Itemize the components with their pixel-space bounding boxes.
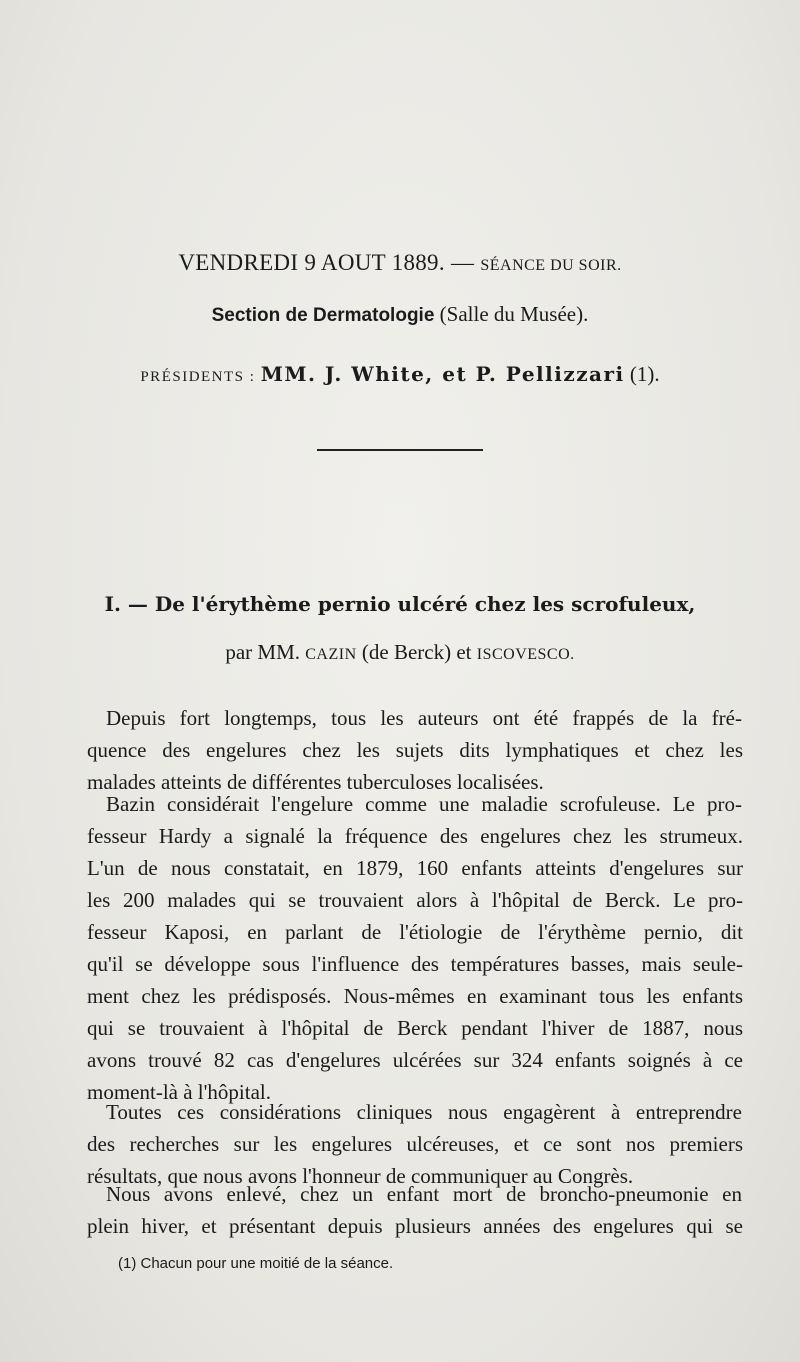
section-heading [0, 302, 800, 327]
body-line: fesseur Kaposi, en parlant de l'étiologie de l'érythème pernio, dit [87, 920, 743, 944]
body-line: plein hiver, et présentant depuis plusieurs années des engelures qui se [87, 1214, 743, 1238]
presidents-names: MM. J. White, et P. Pellizzari [260, 362, 625, 386]
body-line: qu'il se développe sous l'influence des températures basses, mais seule- [87, 952, 743, 976]
body-line: L'un de nous constatait, en 1879, 160 enfants atteints d'engelures sur [87, 856, 743, 880]
body-line: quence des engelures chez les sujets dits lymphatiques et chez les [87, 738, 743, 762]
body-line: résultats, que nous avons l'honneur de communiquer au Congrès. [87, 1164, 634, 1188]
body-line: Toutes ces considérations cliniques nous engagèrent à entreprendre [106, 1100, 742, 1124]
body-line: fesseur Hardy a signalé la fréquence des engelures chez les strumeux. [87, 824, 743, 848]
session-heading [0, 250, 800, 276]
body-line: moment-là à l'hôpital. [87, 1080, 271, 1104]
author-iscovesco: ISCOVESCO. [476, 646, 575, 663]
body-line: des recherches sur les engelures ulcéreuses, et ce sont nos premiers [87, 1132, 743, 1156]
body-line: les 200 malades qui se trouvaient alors à l'hôpital de Berck. Le pro- [87, 888, 743, 912]
byline-prefix: par MM. [225, 640, 300, 664]
section-divider [317, 449, 483, 451]
body-line: Nous avons enlevé, chez un enfant mort de broncho-pneumonie en [106, 1182, 742, 1206]
body-line: qui se trouvaient à l'hôpital de Berck pendant l'hiver de 1887, nous [87, 1016, 743, 1040]
author-cazin-place: (de Berck) et [361, 640, 472, 664]
presidents-note-ref: (1). [629, 362, 660, 386]
body-line: malades atteints de différentes tuberculoses localisées. [87, 770, 544, 794]
session-dash: — [450, 250, 475, 275]
presidents-label: PRÉSIDENTS : [140, 369, 256, 385]
section-location: (Salle du Musée). [439, 302, 589, 326]
session-type: SÉANCE DU SOIR. [480, 257, 622, 274]
body-line: ment chez les prédisposés. Nous-mêmes en examinant tous les enfants [87, 984, 743, 1008]
article-title-text: I. — De l'érythème pernio ulcéré chez les scrofuleux, [104, 592, 696, 616]
section-name: Section de Dermatologie [211, 305, 435, 326]
presidents-line [0, 362, 800, 387]
author-cazin: CAZIN [305, 646, 357, 663]
body-line: avons trouvé 82 cas d'engelures ulcérées sur 324 enfants soignés à ce [87, 1048, 743, 1072]
article-title [0, 592, 800, 617]
footnote: (1) Chacun pour une moitié de la séance. [118, 1255, 394, 1272]
article-byline [0, 640, 800, 665]
session-date: VENDREDI 9 AOUT 1889. [178, 250, 445, 275]
body-line: Bazin considérait l'engelure comme une maladie scrofuleuse. Le pro- [106, 792, 742, 816]
body-line: Depuis fort longtemps, tous les auteurs ont été frappés de la fré- [106, 706, 742, 730]
